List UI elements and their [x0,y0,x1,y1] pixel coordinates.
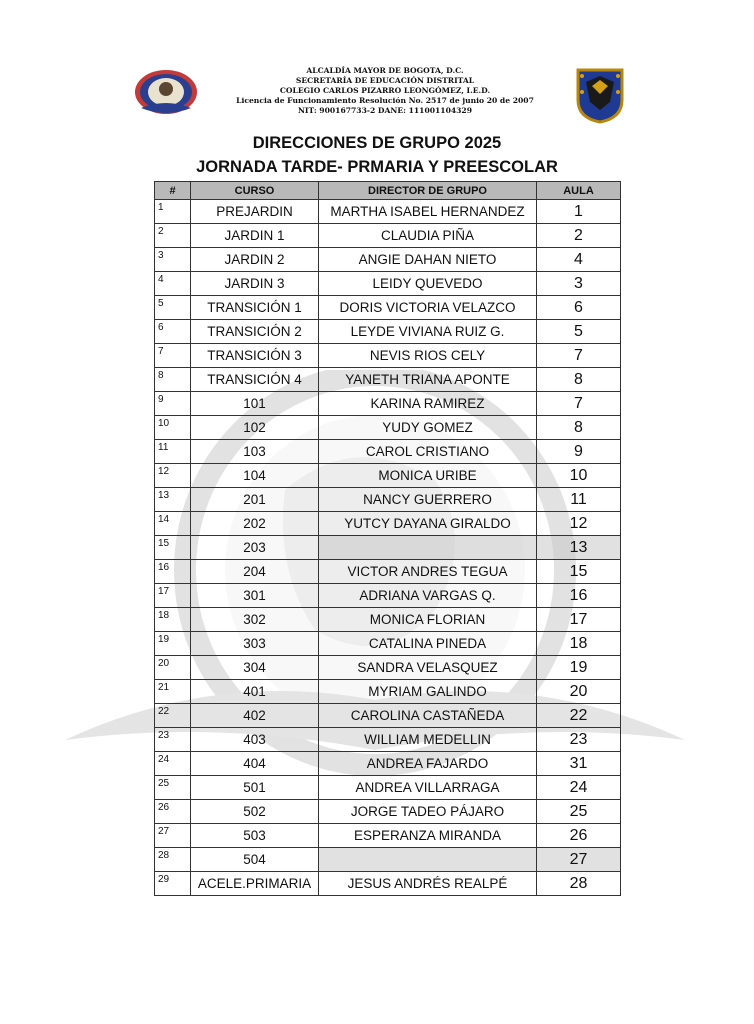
table-row [155,728,621,752]
row-director: JESUS ANDRÉS REALPÉ [319,872,537,896]
row-number: 28 [155,848,191,872]
row-curso: JARDIN 3 [191,272,319,296]
row-aula: 7 [537,392,621,416]
row-director: LEIDY QUEVEDO [319,272,537,296]
row-director: YANETH TRIANA APONTE [319,368,537,392]
table-row [155,200,621,224]
row-aula: 15 [537,560,621,584]
row-number: 11 [155,440,191,464]
row-number: 24 [155,752,191,776]
col-header-aula: AULA [537,182,621,200]
row-curso: 503 [191,824,319,848]
table-row [155,536,621,560]
row-aula: 6 [537,296,621,320]
row-curso: TRANSICIÓN 1 [191,296,319,320]
row-aula: 10 [537,464,621,488]
row-number: 6 [155,320,191,344]
row-number: 17 [155,584,191,608]
table-row [155,416,621,440]
table-row [155,632,621,656]
row-director: LEYDE VIVIANA RUIZ G. [319,320,537,344]
table-row [155,296,621,320]
header-line: NIT: 900167733-2 DANE: 111001104329 [297,106,472,115]
row-director: CLAUDIA PIÑA [319,224,537,248]
row-director: VICTOR ANDRES TEGUA [319,560,537,584]
row-number: 23 [155,728,191,752]
row-number: 3 [155,248,191,272]
row-curso: 203 [191,536,319,560]
row-aula: 27 [537,848,621,872]
row-aula: 5 [537,320,621,344]
table-row [155,872,621,896]
row-director: CATALINA PINEDA [319,632,537,656]
row-curso: PREJARDIN [191,200,319,224]
row-director: ESPERANZA MIRANDA [319,824,537,848]
row-curso: 104 [191,464,319,488]
row-director: YUDY GOMEZ [319,416,537,440]
row-curso: 303 [191,632,319,656]
row-director [319,848,537,872]
row-aula: 12 [537,512,621,536]
row-number: 4 [155,272,191,296]
row-curso: 404 [191,752,319,776]
row-aula: 7 [537,344,621,368]
table-row [155,848,621,872]
letterhead [0,62,754,124]
document-title [0,131,754,179]
row-aula: 1 [537,200,621,224]
row-curso: ACELE.PRIMARIA [191,872,319,896]
row-number: 1 [155,200,191,224]
row-number: 14 [155,512,191,536]
title-line-1: DIRECCIONES DE GRUPO 2025 [252,134,502,152]
row-aula: 23 [537,728,621,752]
table-row [155,824,621,848]
table-row [155,248,621,272]
bogota-coat-of-arms-icon [572,66,628,124]
table-row [155,320,621,344]
row-aula: 2 [537,224,621,248]
row-curso: 501 [191,776,319,800]
row-curso: 204 [191,560,319,584]
row-aula: 13 [537,536,621,560]
row-director: KARINA RAMIREZ [319,392,537,416]
table-row [155,368,621,392]
row-director: ADRIANA VARGAS Q. [319,584,537,608]
row-curso: 202 [191,512,319,536]
table-row [155,272,621,296]
row-director: MONICA FLORIAN [319,608,537,632]
row-aula: 8 [537,416,621,440]
row-number: 9 [155,392,191,416]
table-row [155,560,621,584]
row-curso: 401 [191,680,319,704]
row-director: WILLIAM MEDELLIN [319,728,537,752]
table-row [155,680,621,704]
row-curso: 402 [191,704,319,728]
row-number: 2 [155,224,191,248]
header-line: Licencia de Funcionamiento Resolución No. 2517 de junio 20 de 2007 [236,96,534,105]
row-aula: 16 [537,584,621,608]
row-number: 16 [155,560,191,584]
row-curso: JARDIN 2 [191,248,319,272]
row-number: 29 [155,872,191,896]
row-director: NANCY GUERRERO [319,488,537,512]
title-line-2: JORNADA TARDE- PRMARIA Y PREESCOLAR [196,158,558,176]
table-row [155,752,621,776]
row-curso: 502 [191,800,319,824]
row-curso: 102 [191,416,319,440]
table-row [155,512,621,536]
row-director: CAROLINA CASTAÑEDA [319,704,537,728]
col-header-curso: CURSO [191,182,319,200]
row-director: JORGE TADEO PÁJARO [319,800,537,824]
row-director: MARTHA ISABEL HERNANDEZ [319,200,537,224]
col-header-director: DIRECTOR DE GRUPO [319,182,537,200]
row-curso: 504 [191,848,319,872]
table-row [155,488,621,512]
row-director: DORIS VICTORIA VELAZCO [319,296,537,320]
row-curso: 302 [191,608,319,632]
row-director: YUTCY DAYANA GIRALDO [319,512,537,536]
header-line: SECRETARÍA DE EDUCACIÓN DISTRITAL [295,76,475,85]
table-row [155,440,621,464]
table-header-row [155,182,621,200]
row-director: CAROL CRISTIANO [319,440,537,464]
row-aula: 17 [537,608,621,632]
row-number: 26 [155,800,191,824]
row-director: MONICA URIBE [319,464,537,488]
row-curso: TRANSICIÓN 4 [191,368,319,392]
row-number: 25 [155,776,191,800]
group-directors-table [154,181,621,896]
row-aula: 9 [537,440,621,464]
row-number: 10 [155,416,191,440]
table-row [155,224,621,248]
row-aula: 4 [537,248,621,272]
row-number: 15 [155,536,191,560]
row-aula: 25 [537,800,621,824]
row-director [319,536,537,560]
table-row [155,776,621,800]
row-number: 18 [155,608,191,632]
row-curso: 304 [191,656,319,680]
table-row [155,464,621,488]
row-curso: 201 [191,488,319,512]
row-director: ANDREA FAJARDO [319,752,537,776]
row-aula: 31 [537,752,621,776]
row-number: 19 [155,632,191,656]
table-row [155,800,621,824]
row-curso: TRANSICIÓN 3 [191,344,319,368]
row-director: SANDRA VELASQUEZ [319,656,537,680]
row-aula: 8 [537,368,621,392]
row-aula: 18 [537,632,621,656]
row-aula: 22 [537,704,621,728]
table-row [155,656,621,680]
row-number: 8 [155,368,191,392]
row-director: NEVIS RIOS CELY [319,344,537,368]
row-number: 20 [155,656,191,680]
row-number: 7 [155,344,191,368]
header-line: COLEGIO CARLOS PIZARRO LEONGÓMEZ, I.E.D. [279,86,491,95]
row-aula: 28 [537,872,621,896]
table-row [155,344,621,368]
row-curso: JARDIN 1 [191,224,319,248]
row-director: ANDREA VILLARRAGA [319,776,537,800]
row-number: 27 [155,824,191,848]
row-curso: 403 [191,728,319,752]
row-aula: 3 [537,272,621,296]
col-header-number: # [155,182,191,200]
row-number: 5 [155,296,191,320]
header-line: ALCALDÍA MAYOR DE BOGOTA, D.C. [306,66,464,75]
row-director: ANGIE DAHAN NIETO [319,248,537,272]
table-row [155,584,621,608]
row-number: 12 [155,464,191,488]
row-curso: 101 [191,392,319,416]
row-director: MYRIAM GALINDO [319,680,537,704]
table-row [155,392,621,416]
row-aula: 20 [537,680,621,704]
row-aula: 19 [537,656,621,680]
row-curso: 103 [191,440,319,464]
row-aula: 11 [537,488,621,512]
institution-header [200,66,570,116]
row-number: 13 [155,488,191,512]
row-number: 21 [155,680,191,704]
row-aula: 26 [537,824,621,848]
row-aula: 24 [537,776,621,800]
row-number: 22 [155,704,191,728]
table-row [155,608,621,632]
row-curso: TRANSICIÓN 2 [191,320,319,344]
table-row [155,704,621,728]
row-curso: 301 [191,584,319,608]
school-crest-icon [133,68,199,120]
